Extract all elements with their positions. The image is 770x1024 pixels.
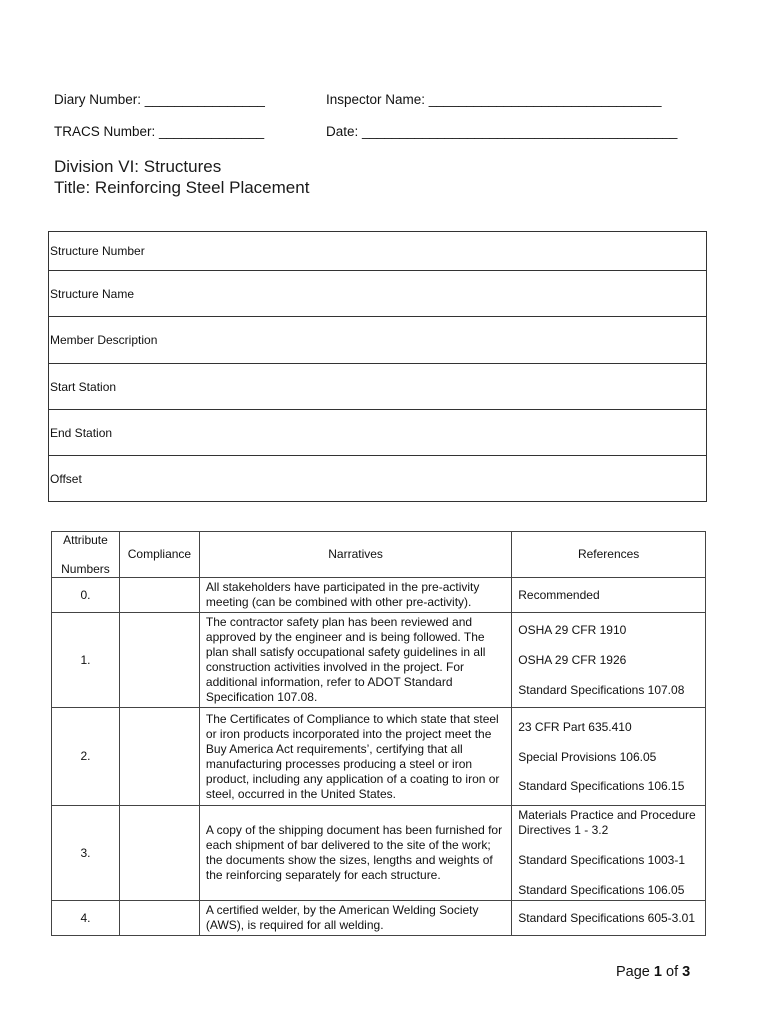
page-indicator <box>616 964 690 980</box>
references-cell <box>512 806 706 901</box>
narrative-cell: The Certificates of Compliance to which state that steel or iron products incorporated into the project meet the Buy America Act requirements’, certifying that all manufacturing processes producing a steel or iron product, including any application of a coating to iron or steel, occurred in the United States. <box>199 708 511 806</box>
narrative-cell: A certified welder, by the American Welding Society (AWS), is required for all welding. <box>199 901 511 936</box>
reference-item: Standard Specifications 106.05 <box>518 883 685 897</box>
compliance-cell[interactable] <box>119 578 199 613</box>
attribute-number: 2. <box>52 708 120 806</box>
reference-item: Materials Practice and Procedure Directives 1 - 3.2 <box>518 808 696 837</box>
info-member-description: Member Description <box>49 317 707 364</box>
info-structure-name: Structure Name <box>49 271 707 317</box>
diary-number-field: Diary Number: ________________ <box>54 92 265 107</box>
division-heading: Division VI: Structures <box>54 157 222 176</box>
page-number: 1 <box>653 964 662 980</box>
header-compliance: Compliance <box>119 532 199 578</box>
reference-item: OSHA 29 CFR 1910 <box>518 622 627 637</box>
compliance-cell[interactable] <box>119 613 199 708</box>
narrative-cell: A copy of the shipping document has been furnished for each shipment of bar delivered to the site of the work; the documents show the sizes, lengths and weights of the reinforcing separately for each structure. <box>199 806 511 901</box>
compliance-cell[interactable] <box>119 901 199 936</box>
info-end-station: End Station <box>49 410 707 456</box>
reference-item: OSHA 29 CFR 1926 <box>518 652 627 667</box>
attribute-table <box>51 531 706 936</box>
references-cell <box>512 578 706 613</box>
header-narratives: Narratives <box>199 532 511 578</box>
reference-item: Standard Specifications 605-3.01 <box>518 910 696 925</box>
of-label: of <box>666 964 679 980</box>
narrative-cell: The contractor safety plan has been reviewed and approved by the engineer and is being followed. The plan shall satisfy occupational safety guidelines in all construction activities involved in the project. For additional information, refer to ADOT Standard Specification 107.08. <box>199 613 511 708</box>
attribute-number: 4. <box>52 901 120 936</box>
reference-item: 23 CFR Part 635.410 <box>518 719 632 734</box>
reference-item: Recommended <box>518 587 600 602</box>
attribute-number: 0. <box>52 578 120 613</box>
reference-item: Special Provisions 106.05 <box>518 749 657 764</box>
references-cell <box>512 708 706 806</box>
tracs-number-field: TRACS Number: ______________ <box>54 124 265 139</box>
references-cell <box>512 613 706 708</box>
table-row <box>52 613 706 708</box>
references-cell <box>512 901 706 936</box>
reference-item: Standard Specifications 106.15 <box>518 778 685 793</box>
compliance-cell[interactable] <box>119 806 199 901</box>
table-row <box>52 578 706 613</box>
page-total: 3 <box>682 964 691 980</box>
compliance-cell[interactable] <box>119 708 199 806</box>
table-row <box>52 806 706 901</box>
inspector-name-field: Inspector Name: _______________________________ <box>326 92 662 107</box>
table-row <box>52 901 706 936</box>
page-label: Page <box>616 964 650 980</box>
reference-item: Standard Specifications 107.08 <box>518 682 685 697</box>
header-attribute-label: Attribute <box>63 532 108 547</box>
table-row <box>52 708 706 806</box>
date-field: Date: __________________________________________ <box>326 124 678 139</box>
attribute-number: 3. <box>52 806 120 901</box>
header-attribute-numbers <box>52 532 120 578</box>
attribute-number: 1. <box>52 613 120 708</box>
header-numbers-label: Numbers <box>61 561 110 576</box>
info-offset: Offset <box>49 456 707 502</box>
info-start-station: Start Station <box>49 364 707 410</box>
header-references: References <box>512 532 706 578</box>
title-heading: Title: Reinforcing Steel Placement <box>54 178 310 197</box>
reference-item: Standard Specifications 1003-1 <box>518 853 686 867</box>
narrative-cell: All stakeholders have participated in the pre-activity meeting (can be combined with other pre-activity). <box>199 578 511 613</box>
structure-info-table <box>48 231 707 502</box>
info-structure-number: Structure Number <box>49 232 707 271</box>
